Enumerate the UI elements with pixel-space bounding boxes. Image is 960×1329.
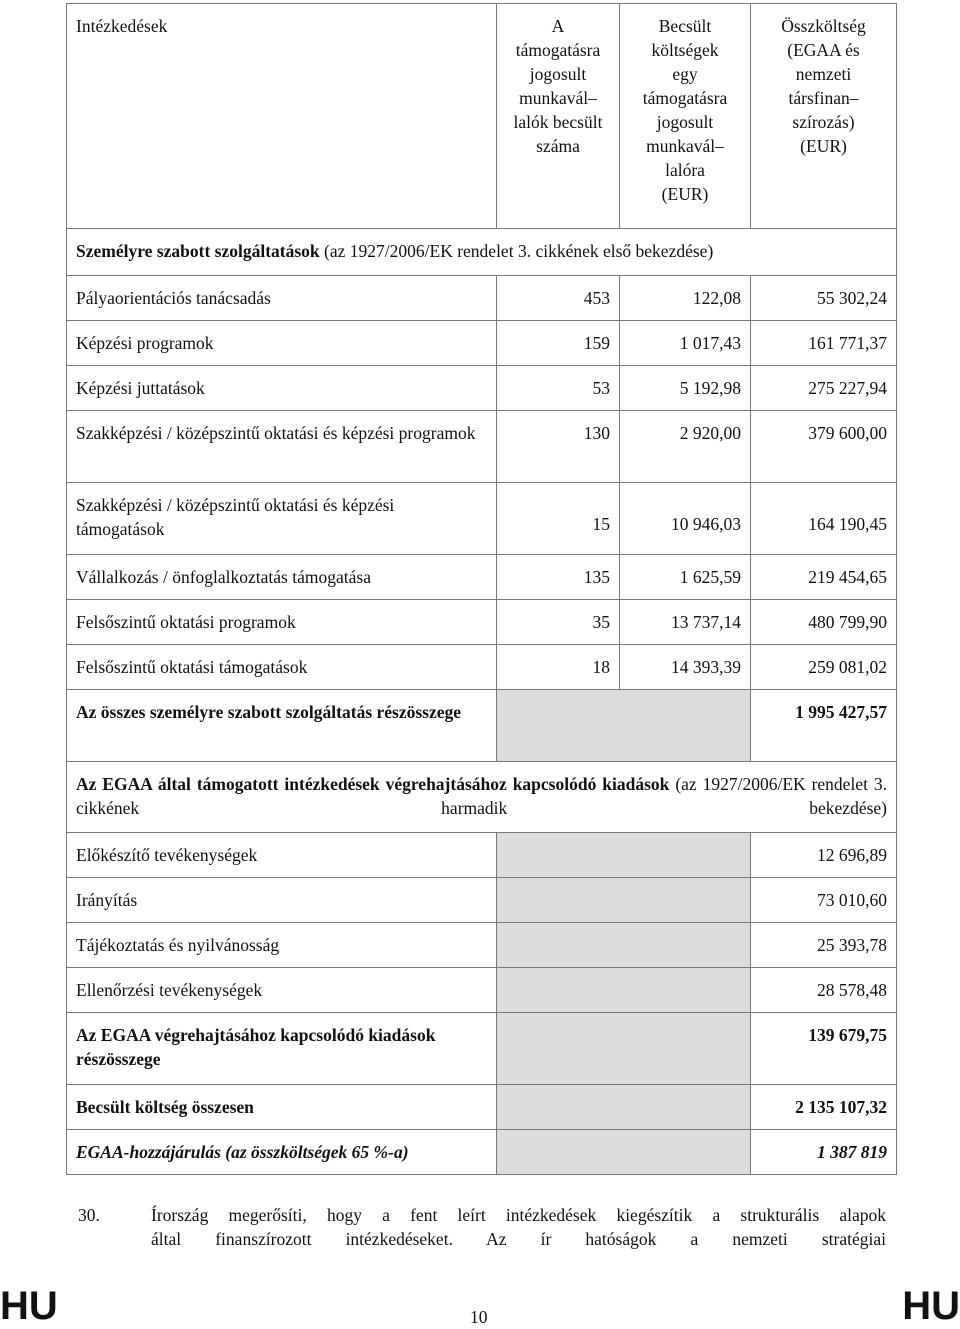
row-total: 55 302,24 [751,276,897,321]
header-line: Becsült [658,16,712,36]
row-unit-cost: 5 192,98 [620,366,751,411]
grand-total-value: 2 135 107,32 [751,1085,897,1130]
shaded-cell [497,1130,751,1175]
row-label: Szakképzési / középszintű oktatási és képzési támogatások [67,483,497,555]
row-label: Tájékoztatás és nyilvánosság [67,923,497,968]
contribution-label: EGAA-hozzájárulás (az összköltségek 65 %-a) [67,1130,497,1175]
row-count: 159 [497,321,620,366]
header-total-cost [751,4,897,229]
header-line: költségek [651,40,719,60]
header-line: jogosult [656,112,714,132]
row-total: 259 081,02 [751,645,897,690]
shaded-cell [497,1013,751,1085]
row-count: 53 [497,366,620,411]
header-line: (EUR) [661,184,709,204]
row-unit-cost: 2 920,00 [620,411,751,483]
section-title-bold: Az EGAA által támogatott intézkedések végrehajtásához kapcsolódó kiadások [76,774,670,794]
contribution-row [67,1130,897,1175]
section-title-rest: (az 1927/2006/EK rendelet 3. cikkének első bekezdése) [319,241,714,261]
header-line: egy [672,64,698,84]
table-row [67,645,897,690]
section-title-bold: Személyre szabott szolgáltatások [76,241,320,261]
row-total: 219 454,65 [751,555,897,600]
header-line: lalóra [665,160,705,180]
table-row [67,411,897,483]
header-line: támogatásra [515,40,601,60]
header-line: munkavál– [646,136,724,156]
row-unit-cost: 122,08 [620,276,751,321]
row-label: Képzési programok [67,321,497,366]
row-label: Pályaorientációs tanácsadás [67,276,497,321]
table-row [67,600,897,645]
row-count: 15 [497,483,620,555]
table-row [67,923,897,968]
table-row [67,366,897,411]
grand-total-label: Becsült költség összesen [67,1085,497,1130]
page-number: 10 [470,1307,488,1327]
row-count: 135 [497,555,620,600]
row-total: 379 600,00 [751,411,897,483]
row-count: 18 [497,645,620,690]
row-label: Felsőszintű oktatási programok [67,600,497,645]
header-line: munkavál– [519,88,597,108]
row-total: 12 696,89 [751,833,897,878]
row-unit-cost: 1 625,59 [620,555,751,600]
header-line: szírozás) [792,112,855,132]
subtotal-label: Az EGAA végrehajtásához kapcsolódó kiadások részösszege [67,1013,497,1085]
header-participants [497,4,620,229]
row-count: 453 [497,276,620,321]
row-count: 35 [497,600,620,645]
row-total: 28 578,48 [751,968,897,1013]
section-heading-row [67,762,897,833]
header-line: támogatásra [642,88,728,108]
footer-language-left: HU [0,1284,58,1328]
row-label: Irányítás [67,878,497,923]
row-total: 161 771,37 [751,321,897,366]
row-label: Vállalkozás / önfoglalkoztatás támogatása [67,555,497,600]
shaded-cell [497,878,751,923]
shaded-cell [497,1085,751,1130]
row-label: Felsőszintű oktatási támogatások [67,645,497,690]
paragraph-line: által finanszírozott intézkedéseket. Az ír hatóságok a nemzeti stratégiai [151,1229,886,1249]
paragraph-line: Írország megerősíti, hogy a fent leírt intézkedések kiegészítik a strukturális alapok [151,1205,886,1225]
row-unit-cost: 13 737,14 [620,600,751,645]
section-heading-implementation [67,762,897,833]
header-unit-cost [620,4,751,229]
contribution-value: 1 387 819 [751,1130,897,1175]
row-label: Képzési juttatások [67,366,497,411]
paragraph-number: 30. [78,1205,100,1225]
header-measures: Intézkedések [67,4,497,229]
table-row [67,483,897,555]
shaded-cell [497,923,751,968]
row-total: 73 010,60 [751,878,897,923]
subtotal-label: Az összes személyre szabott szolgáltatás részösszege [67,690,497,762]
table-row [67,276,897,321]
section-heading-personalised [67,229,897,276]
row-label: Szakképzési / középszintű oktatási és képzési programok [67,411,497,483]
header-line: nemzeti [795,64,852,84]
row-total: 25 393,78 [751,923,897,968]
table-row [67,878,897,923]
table-header-row [67,4,897,229]
header-line: (EGAA és [787,40,860,60]
table-row [67,555,897,600]
header-line: jogosult [529,64,587,84]
row-total: 480 799,90 [751,600,897,645]
row-label: Előkészítő tevékenységek [67,833,497,878]
table-row [67,833,897,878]
subtotal-total: 1 995 427,57 [751,690,897,762]
footer-language-right: HU [902,1284,960,1328]
header-line: száma [536,136,580,156]
table-row [67,968,897,1013]
row-count: 130 [497,411,620,483]
subtotal-total: 139 679,75 [751,1013,897,1085]
row-total: 164 190,45 [751,483,897,555]
row-unit-cost: 10 946,03 [620,483,751,555]
row-unit-cost: 14 393,39 [620,645,751,690]
table-row [67,321,897,366]
paragraph-text [151,1203,886,1251]
header-line: A [551,16,565,36]
row-label: Ellenőrzési tevékenységek [67,968,497,1013]
shaded-cell [497,833,751,878]
row-unit-cost: 1 017,43 [620,321,751,366]
header-line: (EUR) [800,136,847,156]
grand-total-row [67,1085,897,1130]
shaded-cell [497,968,751,1013]
row-total: 275 227,94 [751,366,897,411]
section-heading-row [67,229,897,276]
cost-table [66,3,897,1175]
header-line: Összköltség [781,16,866,36]
header-line: lalók becsült [513,112,603,132]
subtotal-row [67,690,897,762]
section-title-rest: (az 1927/2006/EK rendelet 3. cikkének harmadik bekezdése) [76,774,887,818]
header-line: társfinan– [788,88,859,108]
shaded-cell [497,690,751,762]
subtotal-row [67,1013,897,1085]
